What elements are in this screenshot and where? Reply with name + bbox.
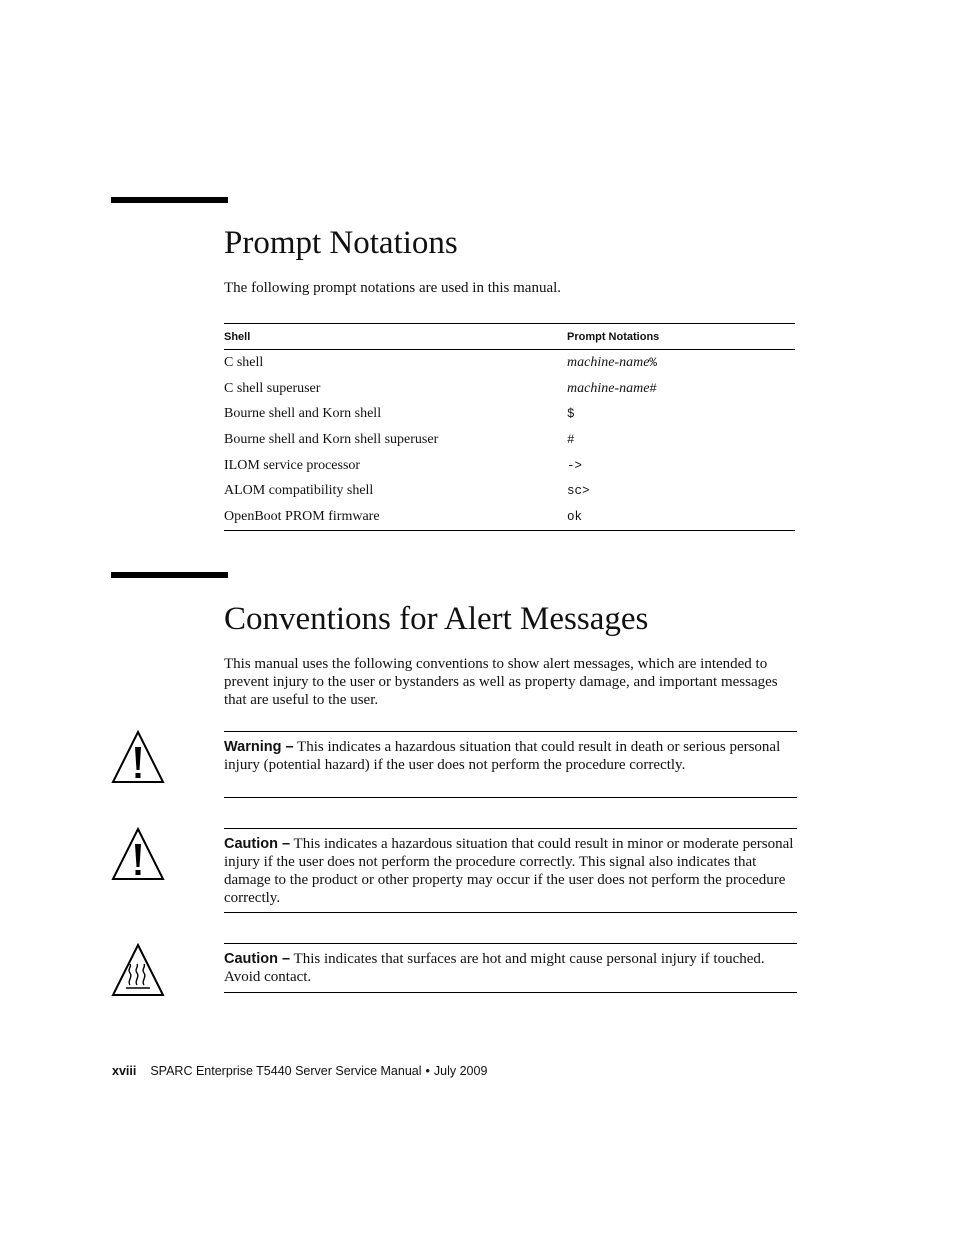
prompt-cell [567,376,795,402]
shell-cell: ALOM compatibility shell [224,483,374,499]
table-row [224,401,795,427]
shell-cell: Bourne shell and Korn shell [224,406,382,422]
page-footer [112,1063,487,1079]
prompt-intro-paragraph: The following prompt notations are used in this manual. [224,280,562,296]
page-number: xviii [112,1064,137,1078]
prompt-italic-text: machine-name [567,354,650,370]
table-row [224,478,795,504]
shell-cell: C shell superuser [224,380,321,396]
table-header-row [224,324,795,350]
caution-triangle-exclamation-icon [111,827,165,881]
prompt-cell [567,478,795,504]
table-row [224,453,795,479]
alert-keyword: Caution – [224,951,291,967]
table-row [224,504,795,530]
publication-date: July 2009 [433,1064,488,1078]
prompt-mono-text: sc> [567,484,590,499]
table-row [224,376,795,402]
warning-triangle-exclamation-icon [111,730,165,784]
alert-text: This indicates a hazardous situation that could result in minor or moderate personal injury if the user does not perform the procedure correctly. This signal also indicates that damage to the product or other property may occur if the user does not perform the procedure correctly. [224,836,794,906]
prompt-mono-text: # [567,432,575,447]
section-title-prompt-notations: Prompt Notations [224,225,458,261]
shell-cell: C shell [224,354,264,370]
alert-intro-paragraph: This manual uses the following conventions to show alert messages, which are intended to prevent injury to the user or bystanders as well as property damage, and important messages that are useful to the user. [224,656,778,708]
prompt-cell [567,453,795,479]
prompt-cell [567,401,795,427]
footer-separator: • [425,1064,430,1078]
section-rule-alerts [111,572,228,578]
section-rule-prompt [111,197,228,203]
table-row [224,427,795,453]
alert-text: This indicates that surfaces are hot and might cause personal injury if touched. Avoid contact. [224,951,765,985]
manual-title: SPARC Enterprise T5440 Server Service Manual [150,1064,422,1078]
caution-alert [224,828,797,913]
alert-keyword: Warning – [224,739,294,755]
warning-alert [224,731,797,798]
prompt-mono-text: $ [567,407,575,422]
hot-surface-caution-alert [224,943,797,993]
prompt-cell [567,504,795,530]
prompt-mono-text: ok [567,509,583,524]
prompt-mono-text: % [649,355,657,370]
table-row [224,350,795,376]
prompt-italic-text: machine-name [567,380,650,396]
shell-cell: ILOM service processor [224,457,361,473]
prompt-mono-text: -> [567,458,583,473]
alert-text: This indicates a hazardous situation that could result in death or serious personal injury (potential hazard) if the user does not perform the procedure correctly. [224,739,781,773]
shell-cell: OpenBoot PROM firmware [224,508,380,524]
prompt-notations-table [224,323,795,531]
hot-surface-triangle-icon [111,943,165,997]
column-header-shell: Shell [224,324,567,350]
alert-keyword: Caution – [224,836,291,852]
prompt-mono-text: # [649,381,657,396]
prompt-cell [567,427,795,453]
prompt-cell [567,350,795,376]
shell-cell: Bourne shell and Korn shell superuser [224,431,439,447]
column-header-prompt-notations: Prompt Notations [567,324,795,350]
section-title-alert-conventions: Conventions for Alert Messages [224,601,649,637]
